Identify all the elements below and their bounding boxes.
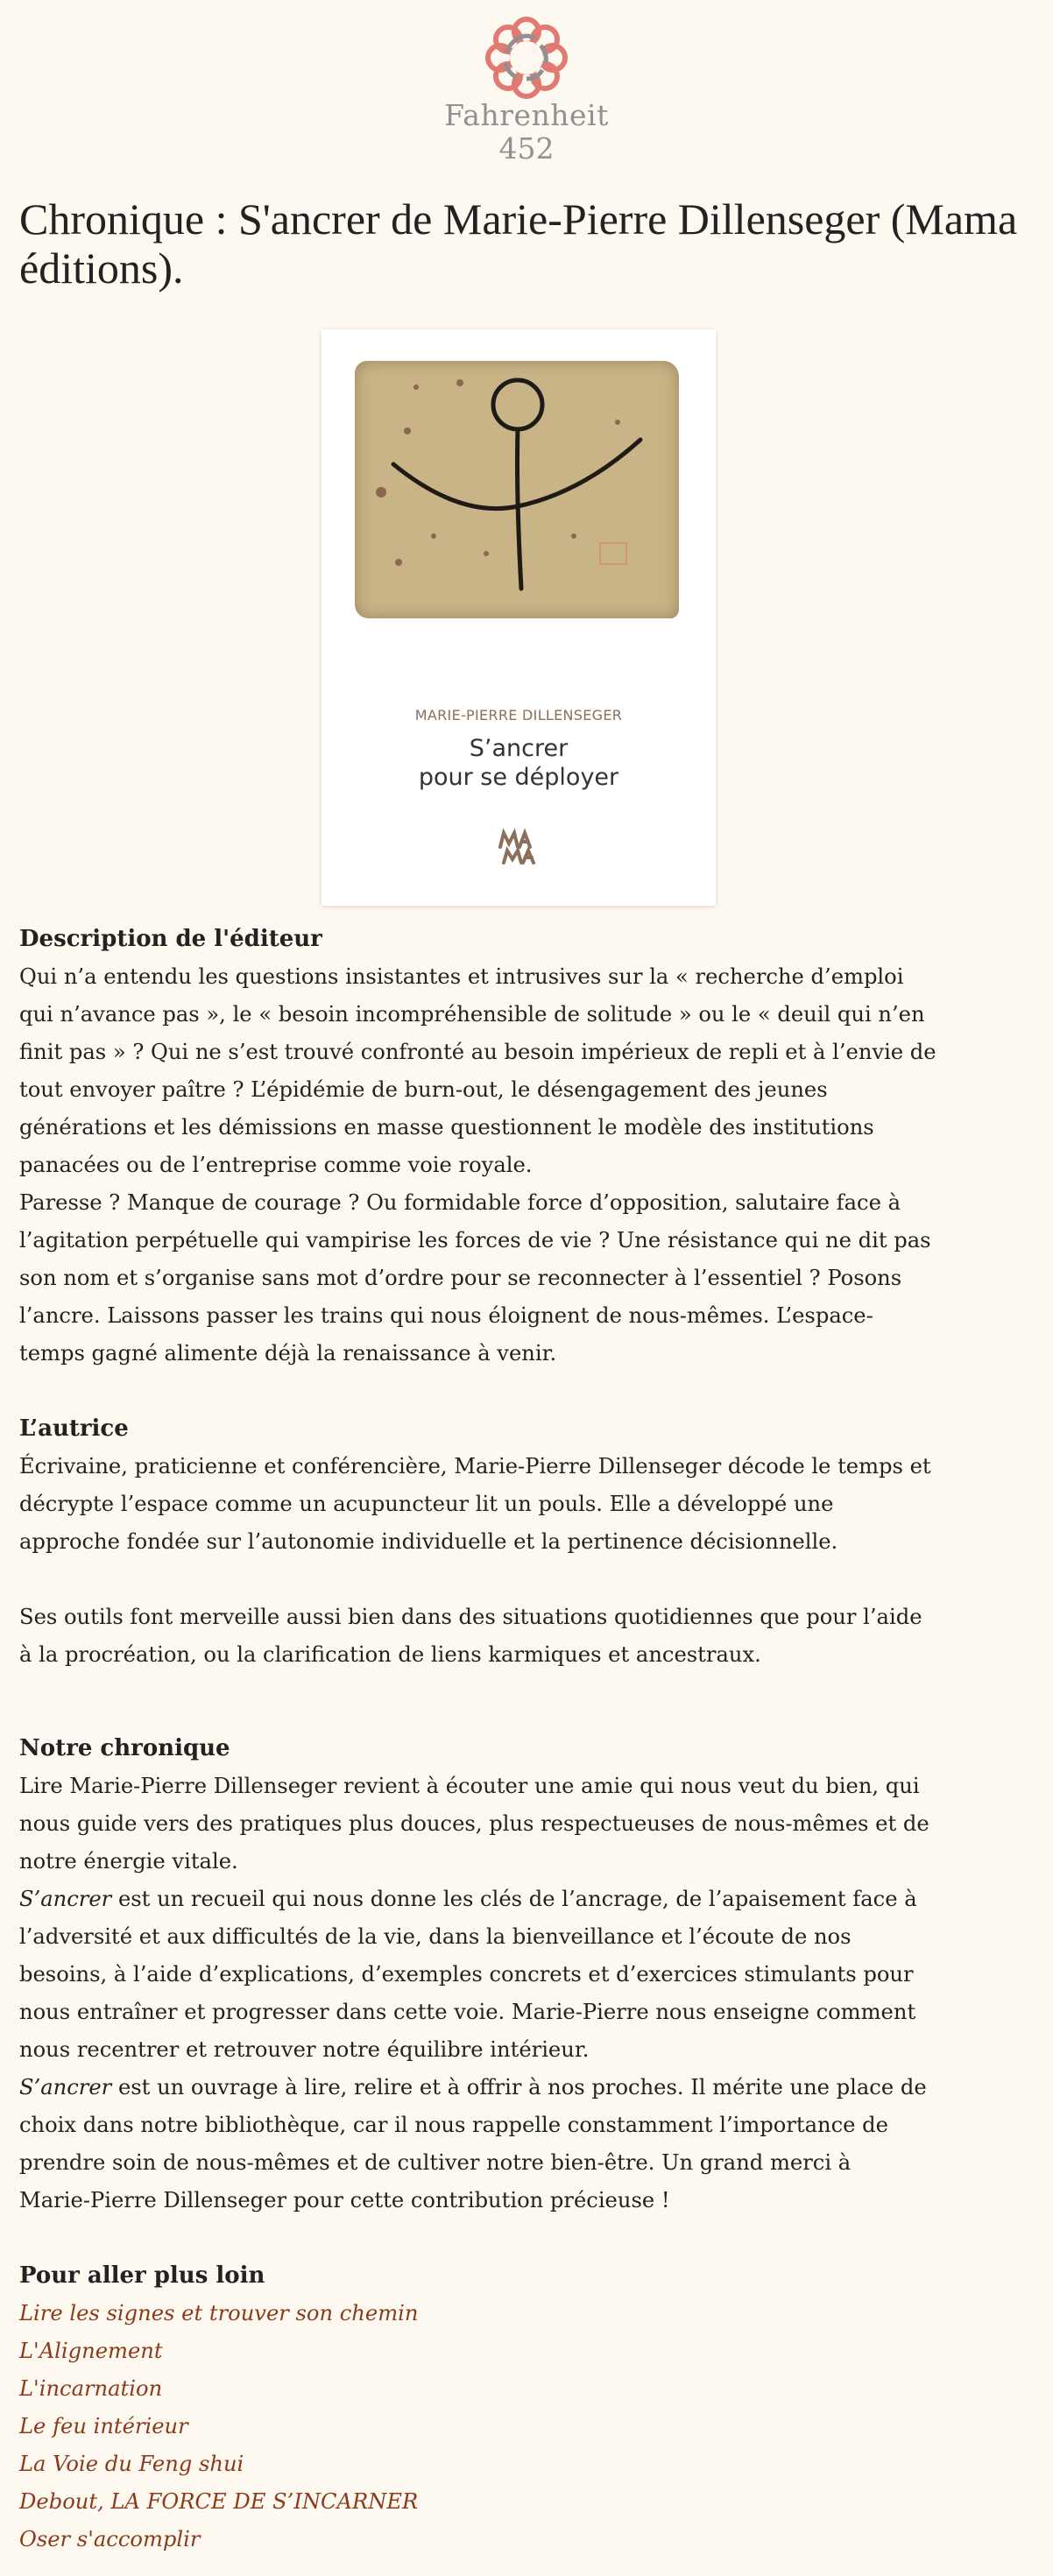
text-line: approche fondée sur l’autonomie individuelle et la pertinence décisionnelle. [19,1529,838,1554]
publisher-logo-icon [495,828,542,866]
review-paragraph [19,2069,1035,2220]
related-book-link[interactable]: Lire les signes et trouver son chemin [19,2301,419,2325]
site-logo[interactable] [0,0,1053,175]
article-body [19,921,1035,2558]
section-review [19,1730,1035,2220]
text-line: besoins, à l’aide d’explications, d’exemples concrets et d’exercices stimulants pour [19,1962,914,1987]
cover-title-line1: S’ancrer [469,735,569,762]
section-further-reading [19,2257,1035,2558]
related-book-link[interactable]: La Voie du Feng shui [19,2452,244,2476]
text-line: qui n’avance pas », le « besoin incompréhensible de solitude » ou le « deuil qui n’en [19,1002,925,1027]
text-line: Marie-Pierre Dillenseger pour cette contribution précieuse ! [19,2188,670,2213]
text-line: à la procréation, ou la clarification de liens karmiques et ancestraux. [19,1642,761,1667]
text-line: l’adversité et aux difficultés de la vie, dans la bienveillance et l’écoute de nos [19,1924,852,1949]
section-heading: Notre chronique [19,1735,230,1761]
text-line: nous guide vers des pratiques plus douces, plus respectueuses de nous-mêmes et de [19,1811,929,1836]
text-line: l’agitation perpétuelle qui vampirise les forces de vie ? Une résistance qui ne dit pas [19,1228,931,1253]
review-paragraph [19,1881,1035,2069]
text-line: temps gagné alimente déjà la renaissance à venir. [19,1341,557,1366]
cover-artwork [355,361,679,618]
text-line: Lire Marie-Pierre Dillenseger revient à écouter une amie qui nous veut du bien, qui [19,1774,920,1798]
text-line: Paresse ? Manque de courage ? Ou formidable force d’opposition, salutaire face à [19,1190,901,1215]
section-description [19,921,1035,1373]
section-heading: Description de l'éditeur [19,926,322,952]
related-book-link[interactable]: L'incarnation [19,2376,163,2401]
page-title: Chronique : S'ancrer de Marie-Pierre Dillenseger (Mama éditions). [19,194,1018,293]
author-paragraph [19,1448,1035,1561]
text-line: nous recentrer et retrouver notre équilibre intérieur. [19,2037,590,2062]
cover-title-line2: pour se déployer [418,764,619,791]
book-cover-image [322,329,716,906]
author-paragraph [19,1599,1035,1674]
text-line [19,1881,1035,1918]
text-line: choix dans notre bibliothèque, car il nous rappelle constamment l’importance de [19,2113,888,2137]
text-line: finit pas » ? Qui ne s’est trouvé confronté au besoin impérieux de repli et à l’envie de [19,1040,936,1064]
section-heading: Pour aller plus loin [19,2262,265,2289]
text-line: Qui n’a entendu les questions insistantes et intrusives sur la « recherche d’emploi [19,964,904,989]
book-title-italic: S’ancrer [19,1887,112,1911]
related-book-link[interactable]: L'Alignement [19,2339,163,2363]
text-line: nous entraîner et progresser dans cette voie. Marie-Pierre nous enseigne comment [19,2000,916,2024]
text-line: Ses outils font merveille aussi bien dans des situations quotidiennes que pour l’aide [19,1605,922,1629]
text-line: panacées ou de l’entreprise comme voie royale. [19,1153,533,1177]
text-line: notre énergie vitale. [19,1849,238,1874]
text-line: prendre soin de nous-mêmes et de cultiver notre bien-être. Un grand merci à [19,2150,852,2175]
related-book-link[interactable]: Oser s'accomplir [19,2527,201,2551]
text-line: tout envoyer paître ? L’épidémie de burn-out, le désengagement des jeunes [19,1077,828,1102]
text-line: son nom et s’organise sans mot d’ordre pour se reconnecter à l’essentiel ? Posons [19,1266,902,1290]
text-line [19,2069,1035,2107]
book-title-italic: S’ancrer [19,2075,112,2100]
section-author [19,1410,1035,1674]
text-line: l’ancre. Laissons passer les trains qui nous éloignent de nous-mêmes. L’espace- [19,1303,873,1328]
related-book-link[interactable]: Debout, LA FORCE DE S’INCARNER [19,2489,419,2514]
description-paragraph [19,958,1035,1373]
text-line: générations et les démissions en masse questionnent le modèle des institutions [19,1115,874,1140]
stick-figure-icon [355,361,679,618]
review-paragraph [19,1768,1035,1881]
cover-title [322,734,716,792]
celtic-knot-icon [484,16,569,100]
text-line: décrypte l’espace comme un acupuncteur lit un pouls. Elle a développé une [19,1492,834,1516]
text-fragment: est un recueil qui nous donne les clés de l’ancrage, de l’apaisement face à [111,1887,917,1911]
related-book-link[interactable]: Le feu intérieur [19,2414,188,2438]
cover-author: MARIE-PIERRE DILLENSEGER [414,707,623,723]
brand-number: 452 [498,131,555,166]
text-fragment: est un ouvrage à lire, relire et à offrir à nos proches. Il mérite une place de [111,2075,927,2100]
brand-name: Fahrenheit [444,98,609,132]
section-heading: L’autrice [19,1415,129,1442]
text-line: Écrivaine, praticienne et conférencière, Marie-Pierre Dillenseger décode le temps et [19,1454,931,1479]
